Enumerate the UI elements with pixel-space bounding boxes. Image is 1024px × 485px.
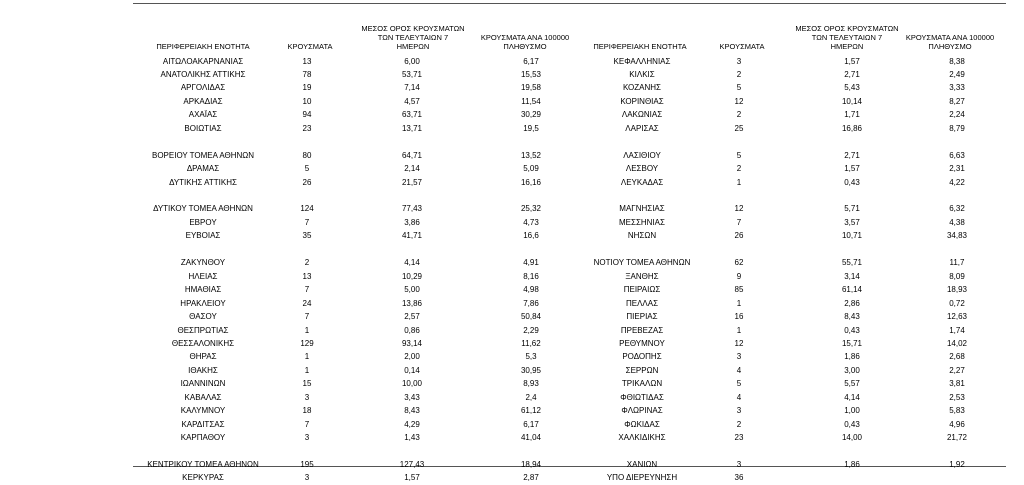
cell-avg: 15,71 (841, 338, 863, 348)
cell-region: ΘΑΣΟΥ (189, 312, 217, 322)
cell-region: ΚΙΛΚΙΣ (629, 69, 655, 79)
cell-per100k: 18,93 (946, 285, 968, 295)
top-rule (133, 3, 1006, 4)
cell-region: ΤΡΙΚΑΛΩΝ (621, 379, 663, 389)
cell-region: ΑΙΤΩΛΟΑΚΑΡΝΑΝΙΑΣ (162, 56, 244, 66)
cell-avg: 127,43 (399, 460, 425, 469)
cell-per100k: 5,83 (949, 406, 965, 416)
cell-per100k: 11,7 (949, 258, 965, 268)
header-avg-line1: ΜΕΣΟΣ ΟΡΟΣ ΚΡΟΥΣΜΑΤΩΝ (795, 24, 899, 33)
cell-cases: 23 (302, 123, 312, 133)
header-region-text: ΠΕΡΙΦΕΡΕΙΑΚΗ ΕΝΟΤΗΤΑ (156, 42, 250, 51)
cell-per100k: 50,84 (520, 312, 542, 322)
cell-avg: 3,14 (844, 271, 860, 281)
cell-per100k: 0,72 (949, 298, 965, 308)
cell-region: ΚΕΦΑΛΛΗΝΙΑΣ (613, 56, 671, 66)
cell-region: ΧΑΛΚΙΔΙΚΗΣ (618, 433, 666, 443)
cell-per100k: 2,68 (949, 352, 965, 362)
cell-avg: 0,86 (404, 325, 420, 335)
cell-region: ΑΡΓΟΛΙΔΑΣ (180, 83, 226, 93)
cell-cases: 4 (736, 365, 742, 375)
cell-avg: 2,71 (844, 150, 860, 160)
header-region-text: ΠΕΡΙΦΕΡΕΙΑΚΗ ΕΝΟΤΗΤΑ (593, 42, 687, 51)
cell-per100k: 11,62 (521, 338, 541, 348)
cell-region: ΝΟΤΙΟΥ ΤΟΜΕΑ ΑΘΗΝΩΝ (593, 258, 691, 268)
cell-region: ΖΑΚΥΝΘΟΥ (180, 258, 226, 268)
cell-cases: 1 (736, 325, 742, 335)
cell-region: ΛΑΣΙΘΙΟΥ (623, 150, 661, 160)
cell-avg: 1,71 (844, 110, 860, 120)
cell-per100k: 2,87 (523, 473, 539, 483)
cell-avg: 1,57 (844, 56, 860, 66)
cell-avg: 14,00 (841, 433, 863, 443)
cell-cases: 94 (302, 110, 312, 120)
cell-per100k: 12,63 (946, 312, 968, 322)
cell-cases: 2 (736, 419, 742, 429)
cell-cases: 2 (736, 69, 742, 79)
cell-cases: 2 (736, 164, 742, 174)
cell-region: ΠΕΛΛΑΣ (625, 298, 659, 308)
cell-per100k: 8,16 (523, 271, 539, 281)
cell-per100k: 2,29 (523, 325, 539, 335)
cell-avg: 4,14 (844, 392, 860, 402)
cell-cases: 3 (304, 392, 310, 402)
cell-region: ΜΕΣΣΗΝΙΑΣ (619, 217, 665, 227)
header-avg-line1: ΜΕΣΟΣ ΟΡΟΣ ΚΡΟΥΣΜΑΤΩΝ (361, 24, 465, 33)
cell-avg: 10,71 (841, 231, 863, 241)
cell-avg: 4,29 (404, 419, 420, 429)
cell-per100k: 4,22 (949, 177, 965, 187)
cell-region: ΛΕΣΒΟΥ (625, 164, 659, 174)
cell-avg: 1,00 (844, 406, 860, 416)
header-per100k-line1: ΚΡΟΥΣΜΑΤΑ ΑΝΑ 100000 (905, 33, 995, 42)
cell-avg: 0,14 (404, 365, 420, 375)
cell-region: ΚΕΝΤΡΙΚΟΥ ΤΟΜΕΑ ΑΘΗΝΩΝ (147, 460, 259, 469)
cell-avg: 5,57 (844, 379, 860, 389)
cell-per100k: 1,74 (949, 325, 965, 335)
cell-region: ΕΥΒΟΙΑΣ (185, 231, 221, 241)
cell-cases: 5 (736, 379, 742, 389)
cell-cases: 12 (734, 338, 744, 348)
header-per100k-line1: ΚΡΟΥΣΜΑΤΑ ΑΝΑ 100000 (480, 33, 570, 42)
cell-cases: 5 (304, 164, 310, 174)
cell-region: ΡΟΔΟΠΗΣ (622, 352, 662, 362)
cell-per100k: 15,53 (520, 69, 542, 79)
cell-region: ΞΑΝΘΗΣ (625, 271, 659, 281)
cell-avg: 13,86 (401, 298, 423, 308)
cell-region: ΥΠΟ ΔΙΕΡΕΥΝΗΣΗ (606, 473, 678, 483)
cell-region: ΦΘΙΩΤΙΔΑΣ (620, 392, 664, 402)
header-cases-text: ΚΡΟΥΣΜΑΤΑ (719, 42, 765, 51)
cell-cases: 129 (300, 338, 314, 348)
cell-avg: 8,43 (844, 312, 860, 322)
header-per100k-line2: ΠΛΗΘΥΣΜΟ (503, 42, 547, 51)
cell-per100k: 30,29 (520, 110, 542, 120)
cell-cases: 3 (736, 352, 742, 362)
cell-per100k: 6,32 (949, 204, 965, 214)
cell-per100k: 2,27 (949, 365, 965, 375)
cell-cases: 4 (736, 392, 742, 402)
cell-avg: 0,43 (844, 177, 860, 187)
cell-per100k: 21,72 (946, 433, 968, 443)
cell-region: ΙΘΑΚΗΣ (188, 365, 218, 375)
cell-region: ΧΑΝΙΩΝ (626, 460, 658, 469)
header-per100k-line2: ΠΛΗΘΥΣΜΟ (928, 42, 972, 51)
cell-region: ΔΥΤΙΚΗΣ ΑΤΤΙΚΗΣ (169, 177, 237, 187)
cell-region: ΦΛΩΡΙΝΑΣ (621, 406, 663, 416)
cell-per100k: 16,6 (523, 231, 539, 241)
cell-region: ΕΒΡΟΥ (189, 217, 217, 227)
cell-per100k: 25,32 (520, 204, 542, 214)
header-avg-left (348, 24, 478, 51)
cell-avg: 1,43 (404, 433, 420, 443)
cell-per100k: 41,04 (520, 433, 542, 443)
cell-region: ΛΑΡΙΣΑΣ (625, 123, 659, 133)
header-region-right (570, 42, 710, 51)
cell-region: ΚΕΡΚΥΡΑΣ (182, 473, 224, 483)
cell-region: ΘΕΣΠΡΩΤΙΑΣ (177, 325, 229, 335)
header-avg-line3: ΗΜΕΡΩΝ (396, 42, 430, 51)
cell-per100k: 8,38 (949, 56, 965, 66)
cell-avg: 10,29 (401, 271, 423, 281)
cell-avg: 2,00 (404, 352, 420, 362)
cell-avg: 4,57 (404, 96, 420, 106)
header-region-left (133, 42, 273, 51)
cell-region: ΙΩΑΝΝΙΝΩΝ (180, 379, 226, 389)
cell-region: ΑΡΚΑΔΙΑΣ (183, 96, 223, 106)
cell-per100k: 34,83 (946, 231, 968, 241)
cell-per100k: 6,17 (523, 419, 539, 429)
cell-per100k: 2,49 (949, 69, 965, 79)
cell-cases: 16 (734, 312, 744, 322)
cell-cases: 7 (736, 217, 742, 227)
header-per100k-left (470, 33, 580, 51)
cell-avg: 1,86 (844, 460, 860, 469)
cell-cases: 1 (736, 177, 742, 187)
cell-cases: 1 (304, 365, 310, 375)
cell-per100k: 61,12 (520, 406, 542, 416)
cell-per100k: 3,81 (949, 379, 965, 389)
cell-cases: 1 (736, 298, 742, 308)
cell-per100k: 4,91 (523, 258, 539, 268)
cell-per100k: 2,24 (949, 110, 965, 120)
cell-cases: 18 (302, 406, 312, 416)
cell-region: ΘΕΣΣΑΛΟΝΙΚΗΣ (171, 338, 235, 348)
cell-avg: 5,43 (844, 83, 860, 93)
cell-per100k: 11,54 (521, 96, 541, 106)
cell-avg: 3,86 (404, 217, 420, 227)
cell-cases: 23 (734, 433, 744, 443)
cell-region: ΚΑΡΔΙΤΣΑΣ (181, 419, 225, 429)
cell-cases: 3 (304, 433, 310, 443)
cell-per100k: 4,38 (949, 217, 965, 227)
cell-avg: 1,86 (844, 352, 860, 362)
cell-cases: 78 (302, 69, 312, 79)
cell-avg: 41,71 (401, 231, 423, 241)
cell-avg: 2,14 (404, 164, 420, 174)
cell-avg: 3,43 (404, 392, 420, 402)
cell-region: ΚΟΡΙΝΘΙΑΣ (620, 96, 664, 106)
cell-cases: 124 (300, 204, 314, 214)
cell-cases: 25 (734, 123, 744, 133)
cell-region: ΑΝΑΤΟΛΙΚΗΣ ΑΤΤΙΚΗΣ (160, 69, 246, 79)
cell-avg: 63,71 (401, 110, 423, 120)
cell-avg: 55,71 (841, 258, 863, 268)
cell-avg: 16,86 (841, 123, 863, 133)
cell-region: ΚΑΡΠΑΘΟΥ (180, 433, 226, 443)
cell-cases: 36 (734, 473, 744, 483)
cell-per100k: 1,92 (949, 460, 965, 469)
cell-cases: 80 (302, 150, 312, 160)
cell-cases: 3 (736, 406, 742, 416)
cell-cases: 7 (304, 217, 310, 227)
cell-per100k: 3,33 (949, 83, 965, 93)
cell-avg: 4,14 (404, 258, 420, 268)
header-avg-right (782, 24, 912, 51)
cell-cases: 7 (304, 285, 310, 295)
cell-cases: 12 (734, 204, 744, 214)
cell-region: ΠΙΕΡΙΑΣ (626, 312, 658, 322)
cell-per100k: 8,09 (949, 271, 965, 281)
cell-region: ΑΧΑΪΑΣ (188, 110, 218, 120)
cell-per100k: 5,09 (523, 164, 539, 174)
cell-cases: 1 (304, 352, 310, 362)
cell-cases: 9 (736, 271, 742, 281)
cell-region: ΚΑΛΥΜΝΟΥ (180, 406, 226, 416)
header-avg-line3: ΗΜΕΡΩΝ (830, 42, 864, 51)
cell-cases: 5 (736, 83, 742, 93)
cell-per100k: 14,02 (946, 338, 968, 348)
cell-avg: 77,43 (401, 204, 423, 214)
header-avg-line2: ΤΩΝ ΤΕΛΕΥΤΑΙΩΝ 7 (377, 33, 449, 42)
header-cases-left (280, 42, 340, 51)
cell-cases: 26 (302, 177, 312, 187)
cell-region: ΛΕΥΚΑΔΑΣ (620, 177, 664, 187)
cell-region: ΡΕΘΥΜΝΟΥ (619, 338, 665, 348)
cell-cases: 24 (302, 298, 312, 308)
cell-cases: 3 (304, 473, 310, 483)
cell-avg: 64,71 (401, 150, 423, 160)
cell-region: ΦΩΚΙΔΑΣ (624, 419, 660, 429)
cell-region: ΔΡΑΜΑΣ (186, 164, 220, 174)
cell-cases: 35 (302, 231, 312, 241)
cell-region: ΛΑΚΩΝΙΑΣ (621, 110, 663, 120)
cell-cases: 3 (736, 56, 742, 66)
cell-region: ΚΟΖΑΝΗΣ (622, 83, 662, 93)
cell-region: ΜΑΓΝΗΣΙΑΣ (619, 204, 665, 214)
cell-per100k: 4,96 (949, 419, 965, 429)
cell-per100k: 8,79 (949, 123, 965, 133)
cell-region: ΚΑΒΑΛΑΣ (184, 392, 222, 402)
cell-cases: 1 (304, 325, 310, 335)
cell-avg: 5,71 (844, 204, 860, 214)
cell-per100k: 8,27 (949, 96, 965, 106)
cell-per100k: 18,94 (520, 460, 542, 469)
cell-avg: 7,14 (404, 83, 420, 93)
cell-per100k: 19,5 (523, 123, 539, 133)
cell-avg: 2,86 (844, 298, 860, 308)
cell-per100k: 16,16 (520, 177, 542, 187)
cell-cases: 3 (736, 460, 742, 469)
cell-region: ΣΕΡΡΩΝ (625, 365, 659, 375)
cell-avg: 53,71 (401, 69, 423, 79)
header-cases-text: ΚΡΟΥΣΜΑΤΑ (287, 42, 333, 51)
cell-avg: 10,14 (841, 96, 863, 106)
cell-cases: 26 (734, 231, 744, 241)
cell-cases: 62 (734, 258, 744, 268)
header-cases-right (712, 42, 772, 51)
cell-region: ΒΟΡΕΙΟΥ ΤΟΜΕΑ ΑΘΗΝΩΝ (151, 150, 255, 160)
cell-avg: 3,00 (844, 365, 860, 375)
cell-per100k: 30,95 (520, 365, 542, 375)
cell-per100k: 6,63 (949, 150, 965, 160)
cell-per100k: 4,73 (523, 217, 539, 227)
cell-cases: 85 (734, 285, 744, 295)
cell-avg: 5,00 (404, 285, 420, 295)
cell-region: ΘΗΡΑΣ (189, 352, 217, 362)
cell-per100k: 2,53 (949, 392, 965, 402)
cell-cases: 5 (736, 150, 742, 160)
header-avg-line2: ΤΩΝ ΤΕΛΕΥΤΑΙΩΝ 7 (811, 33, 883, 42)
cell-avg: 2,57 (404, 312, 420, 322)
cell-avg: 0,43 (844, 325, 860, 335)
cell-cases: 2 (736, 110, 742, 120)
cell-cases: 15 (302, 379, 312, 389)
cell-avg: 2,71 (844, 69, 860, 79)
cell-avg: 93,14 (401, 338, 423, 348)
cell-region: ΝΗΣΩΝ (627, 231, 657, 241)
cell-region: ΗΜΑΘΙΑΣ (184, 285, 222, 295)
cell-per100k: 6,17 (523, 56, 539, 66)
cell-per100k: 13,52 (520, 150, 542, 160)
cell-avg: 1,57 (844, 164, 860, 174)
cell-region: ΗΡΑΚΛΕΙΟΥ (180, 298, 226, 308)
cell-per100k: 8,93 (523, 379, 539, 389)
cell-avg: 21,57 (401, 177, 423, 187)
cell-per100k: 2,4 (525, 392, 537, 402)
cell-cases: 19 (302, 83, 312, 93)
cell-cases: 2 (304, 258, 310, 268)
cell-cases: 12 (734, 96, 744, 106)
cell-avg: 0,43 (844, 419, 860, 429)
cell-per100k: 7,86 (523, 298, 539, 308)
cell-per100k: 19,58 (520, 83, 542, 93)
cell-avg: 3,57 (844, 217, 860, 227)
cell-cases: 195 (300, 460, 314, 469)
cell-cases: 7 (304, 312, 310, 322)
cell-cases: 13 (302, 271, 312, 281)
cell-per100k: 2,31 (949, 164, 965, 174)
header-per100k-right (895, 33, 1005, 51)
cell-avg: 6,00 (404, 56, 420, 66)
cell-region: ΠΕΙΡΑΙΩΣ (623, 285, 661, 295)
cell-region: ΠΡΕΒΕΖΑΣ (620, 325, 664, 335)
cell-region: ΒΟΙΩΤΙΑΣ (184, 123, 222, 133)
cell-avg: 61,14 (841, 285, 863, 295)
cell-avg: 13,71 (401, 123, 423, 133)
cell-cases: 13 (302, 56, 312, 66)
cell-cases: 10 (302, 96, 312, 106)
cell-avg: 10,00 (401, 379, 423, 389)
cell-per100k: 5,3 (525, 352, 537, 362)
cell-avg: 8,43 (404, 406, 420, 416)
cell-per100k: 4,98 (523, 285, 539, 295)
cell-region: ΔΥΤΙΚΟΥ ΤΟΜΕΑ ΑΘΗΝΩΝ (153, 204, 253, 214)
cell-region: ΗΛΕΙΑΣ (188, 271, 218, 281)
cell-cases: 7 (304, 419, 310, 429)
cell-avg: 1,57 (404, 473, 420, 483)
